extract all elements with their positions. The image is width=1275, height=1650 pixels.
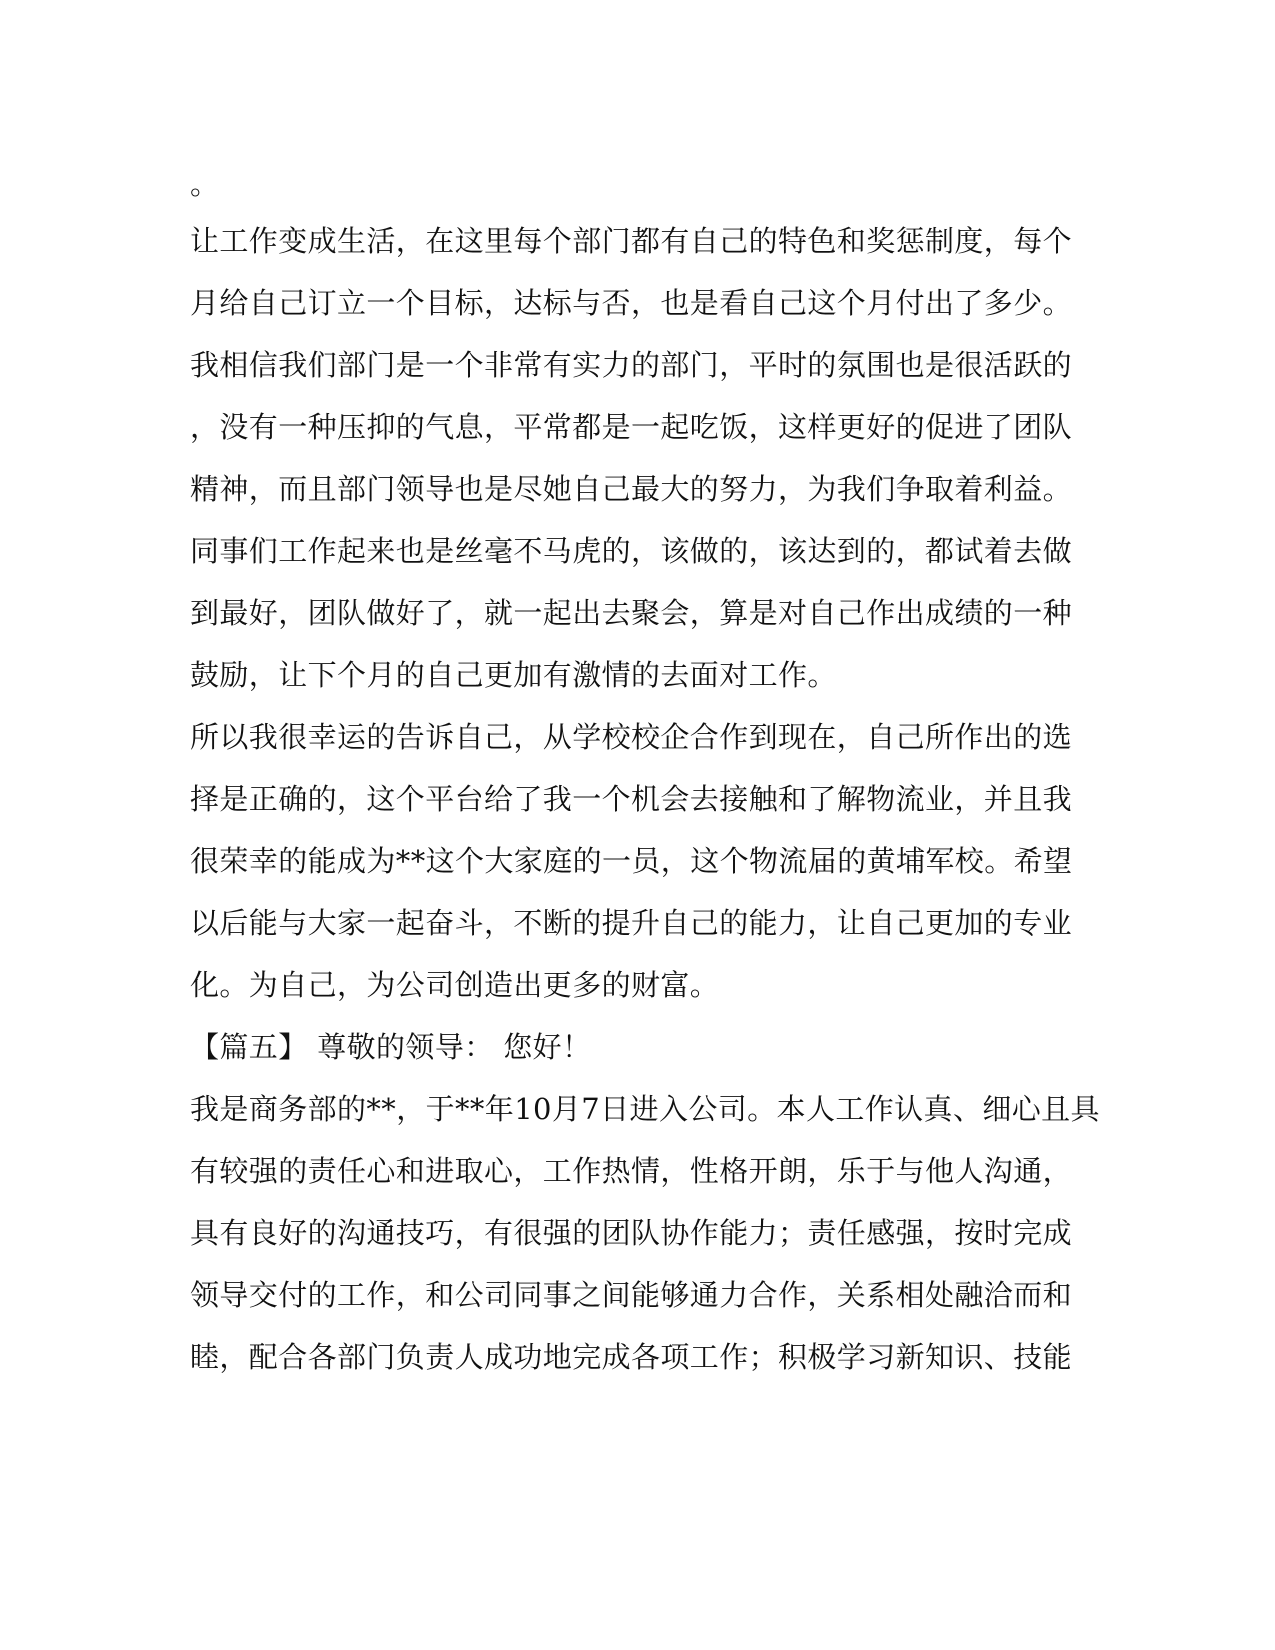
text-line-13: 以后能与大家一起奋斗，不断的提升自己的能力，让自己更加的专业 bbox=[190, 906, 1073, 940]
text-line-18: 具有良好的沟通技巧，有很强的团队协作能力；责任感强，按时完成 bbox=[190, 1216, 1073, 1250]
text-line-19: 领导交付的工作，和公司同事之间能够通力合作，关系相处融洽而和 bbox=[190, 1278, 1073, 1312]
section-heading: 【篇五】 尊敬的领导： 您好！ bbox=[190, 1030, 592, 1064]
text-line-11: 择是正确的，这个平台给了我一个机会去接触和了解物流业，并且我 bbox=[190, 782, 1073, 816]
text-line-2: 让工作变成生活，在这里每个部门都有自己的特色和奖惩制度，每个 bbox=[190, 224, 1073, 258]
text-line-4: 我相信我们部门是一个非常有实力的部门，平时的氛围也是很活跃的 bbox=[190, 348, 1073, 382]
text-line-17: 有较强的责任心和进取心，工作热情，性格开朗，乐于与他人沟通， bbox=[190, 1154, 1073, 1188]
text-line-5: ，没有一种压抑的气息，平常都是一起吃饭，这样更好的促进了团队 bbox=[190, 410, 1073, 444]
text-line-12: 很荣幸的能成为**这个大家庭的一员，这个物流届的黄埔军校。希望 bbox=[190, 844, 1073, 878]
text-line-3: 月给自己订立一个目标，达标与否，也是看自己这个月付出了多少。 bbox=[190, 286, 1073, 320]
text-line-14: 化。为自己，为公司创造出更多的财富。 bbox=[190, 968, 720, 1002]
text-line-6: 精神，而且部门领导也是尽她自己最大的努力，为我们争取着利益。 bbox=[190, 472, 1073, 506]
text-line-20: 睦，配合各部门负责人成功地完成各项工作；积极学习新知识、技能 bbox=[190, 1340, 1073, 1374]
text-line-10: 所以我很幸运的告诉自己，从学校校企合作到现在，自己所作出的选 bbox=[190, 720, 1073, 754]
text-line-8: 到最好，团队做好了，就一起出去聚会，算是对自己作出成绩的一种 bbox=[190, 596, 1073, 630]
text-line-16: 我是商务部的**，于**年10月7日进入公司。本人工作认真、细心且具 bbox=[190, 1092, 1100, 1126]
text-line-1: 。 bbox=[190, 167, 220, 201]
text-line-7: 同事们工作起来也是丝毫不马虎的，该做的，该达到的，都试着去做 bbox=[190, 534, 1073, 568]
text-line-9: 鼓励，让下个月的自己更加有激情的去面对工作。 bbox=[190, 658, 837, 692]
